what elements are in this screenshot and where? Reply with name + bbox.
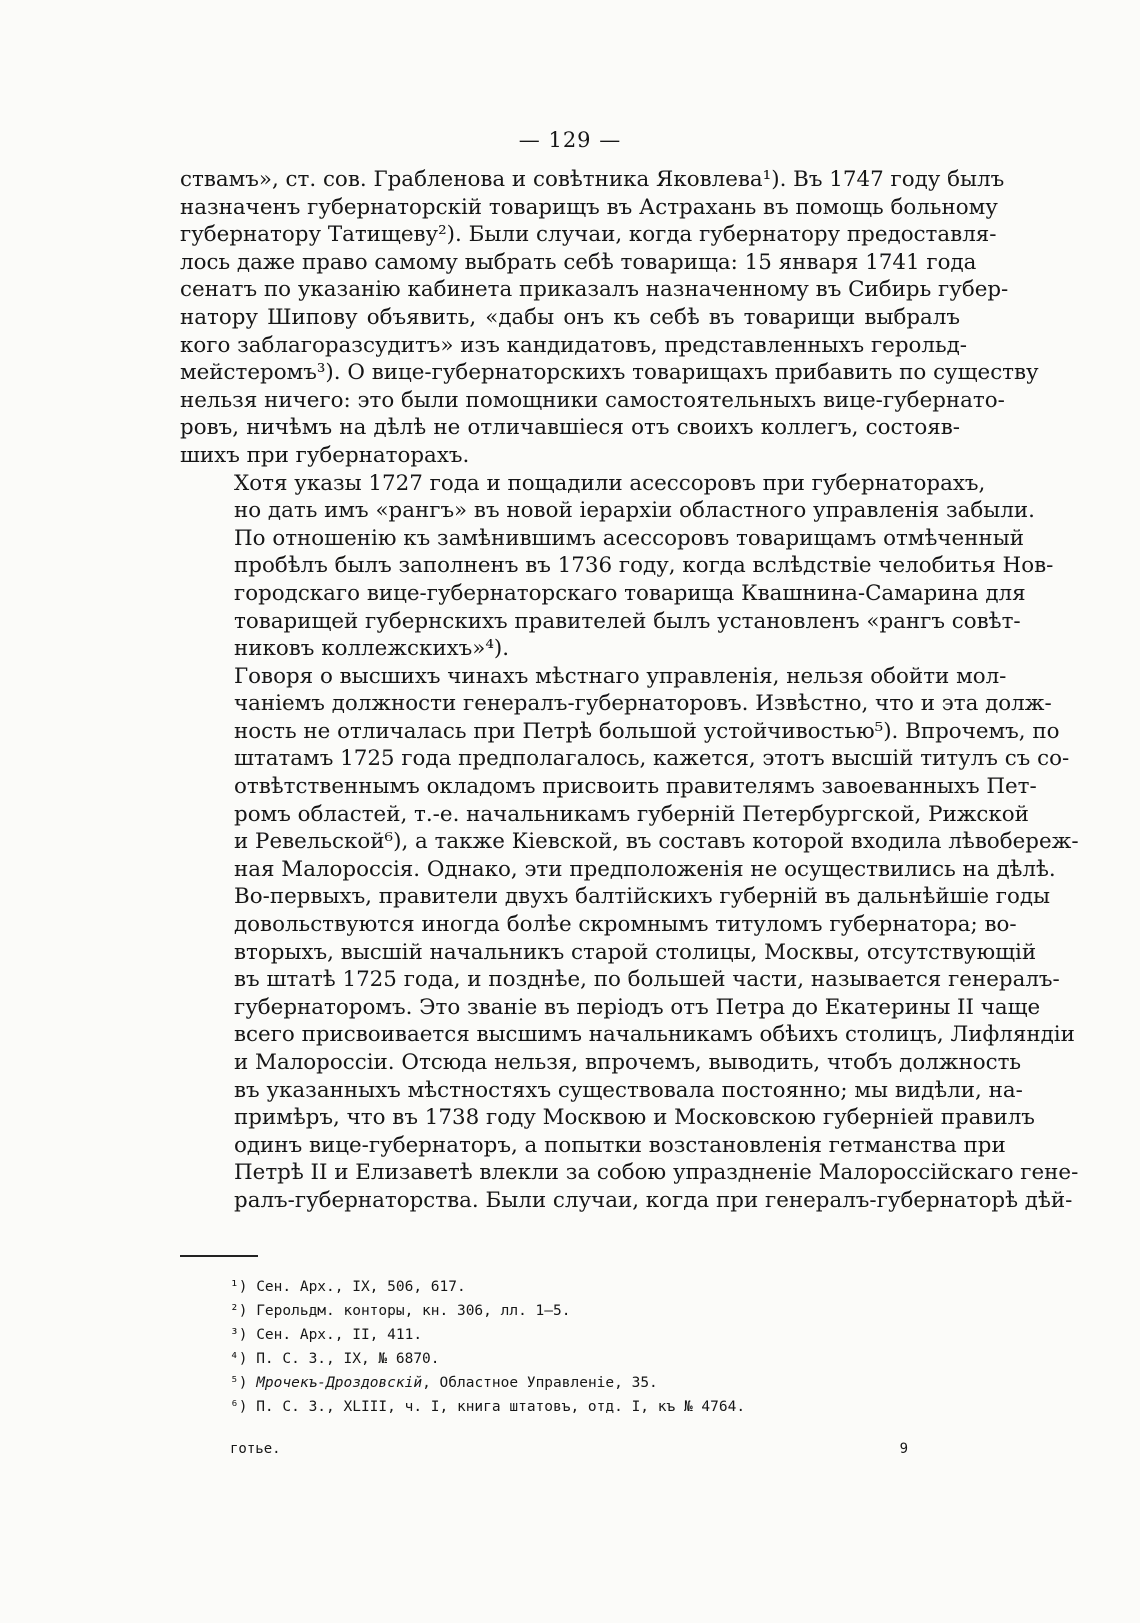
text-line: отвѣтственнымъ окладомъ присвоить правителямъ завоеванныхъ Пет- bbox=[234, 774, 1037, 800]
text-line: въ штатѣ 1725 года, и позднѣе, по большей части, называется генералъ- bbox=[234, 967, 1060, 993]
footnotes bbox=[180, 1275, 960, 1419]
text-line: ралъ-губернаторства. Были случаи, когда при генералъ-губернаторѣ дѣй- bbox=[234, 1187, 1073, 1213]
text-line: Хотя указы 1727 года и пощадили асессоровъ при губернаторахъ, bbox=[234, 470, 986, 496]
text-line: Говоря о высшихъ чинахъ мѣстнаго управленія, нельзя обойти мол- bbox=[234, 663, 1007, 689]
text-line: и Ревельской⁶), а также Кіевской, въ составъ которой входила лѣвобереж- bbox=[234, 829, 1079, 855]
text-line: одинъ вице-губернаторъ, а попытки возстановленія гетманства при bbox=[234, 1132, 1006, 1158]
text-line: товарищей губернскихъ правителей былъ установленъ «рангъ совѣт- bbox=[234, 608, 1021, 634]
paragraph bbox=[180, 663, 1079, 1215]
text-line: губернатору Татищеву²). Были случаи, когда губернатору предоставля- bbox=[180, 222, 997, 248]
footnote-text: ) П. С. З., IX, № 6870. bbox=[238, 1350, 440, 1367]
body-text bbox=[180, 166, 1079, 1215]
text-line: натору Шипову объявить, «дабы онъ къ себѣ въ товарищи выбралъ bbox=[180, 304, 960, 330]
text-line: ромъ областей, т.-е. начальникамъ губерній Петербургской, Рижской bbox=[234, 801, 1029, 827]
footnote-mark: ² bbox=[230, 1302, 239, 1319]
footnote-mark: ⁴ bbox=[230, 1350, 239, 1367]
text-line: нельзя ничего: это были помощники самостоятельныхъ вице-губернато- bbox=[180, 387, 1005, 413]
signature-line bbox=[180, 1441, 960, 1457]
footnote bbox=[230, 1299, 960, 1323]
text-line: чаніемъ должности генералъ-губернаторовъ. Извѣстно, что и эта долж- bbox=[234, 691, 1052, 717]
text-line: ровъ, ничѣмъ на дѣлѣ не отличавшіеся отъ своихъ коллегъ, состояв- bbox=[180, 415, 960, 441]
signature-mark: готье. bbox=[230, 1440, 281, 1457]
text-line: вторыхъ, высшій начальникъ старой столицы, Москвы, отсутствующій bbox=[234, 939, 1037, 965]
text-line: Петрѣ II и Елизаветѣ влекли за собою упраздненіе Малороссійскаго гене- bbox=[234, 1160, 1079, 1186]
text-line: Во-первыхъ, правители двухъ балтійскихъ губерній въ дальнѣйшіе годы bbox=[234, 884, 1051, 910]
text-line: кого заблагоразсудитъ» изъ кандидатовъ, представленныхъ герольд- bbox=[180, 332, 968, 358]
text-line: примѣръ, что въ 1738 году Москвою и Московскою губерніей правилъ bbox=[234, 1105, 1035, 1131]
footnote-mark: ⁶ bbox=[230, 1398, 239, 1415]
footnote-text: ) Герольдм. конторы, кн. 306, лл. 1—5. bbox=[238, 1302, 571, 1319]
text-line: шихъ при губернаторахъ. bbox=[180, 442, 470, 468]
text-line: довольствуются иногда болѣе скромнымъ титуломъ губернатора; во- bbox=[234, 912, 1017, 938]
text-line: назначенъ губернаторскій товарищъ въ Астрахань въ помощь больному bbox=[180, 194, 998, 220]
footnote bbox=[230, 1395, 960, 1419]
text-line: сенатъ по указанію кабинета приказалъ назначенному въ Сибирь губер- bbox=[180, 277, 1009, 303]
footnote-text: ) Сен. Арх., II, 411. bbox=[238, 1326, 423, 1343]
sheet-number: 9 bbox=[899, 1440, 908, 1457]
text-line: штатамъ 1725 года предполагалось, кажется, этотъ высшій титулъ съ со- bbox=[234, 746, 1070, 772]
text-line: губернаторомъ. Это званіе въ періодъ отъ Петра до Екатерины II чаще bbox=[234, 994, 1041, 1020]
paragraph bbox=[180, 470, 1054, 663]
paragraph bbox=[180, 166, 1039, 470]
footnote bbox=[230, 1347, 960, 1371]
text-line: но дать имъ «рангъ» въ новой іерархіи областного управленія забыли. bbox=[234, 498, 1035, 524]
footnote-separator bbox=[180, 1255, 258, 1257]
text-line: мейстеромъ³). О вице-губернаторскихъ товарищахъ прибавить по существу bbox=[180, 360, 1039, 386]
footnote-author: Мрочекъ-Дроздовскій bbox=[256, 1374, 423, 1391]
footnote bbox=[230, 1323, 960, 1347]
footnote-mark: ¹ bbox=[230, 1278, 239, 1295]
text-line: По отношенію къ замѣнившимъ асессоровъ товарищамъ отмѣченный bbox=[234, 525, 1024, 551]
footnote-text: ) Сен. Арх., IX, 506, 617. bbox=[238, 1278, 466, 1295]
document-page bbox=[180, 128, 1079, 1568]
text-line: и Малороссіи. Отсюда нельзя, впрочемъ, выводить, чтобъ должность bbox=[234, 1050, 1022, 1075]
footnote-rest: , Областное Управленіе, 35. bbox=[422, 1374, 658, 1391]
text-line: городскаго вице-губернаторскаго товарища Квашнина-Самарина для bbox=[234, 580, 1026, 606]
footnote bbox=[230, 1275, 960, 1299]
page-number: — 129 — bbox=[518, 128, 622, 152]
footnote bbox=[230, 1371, 960, 1395]
text-line: лось даже право самому выбрать себѣ товарища: 15 января 1741 года bbox=[180, 249, 977, 275]
text-line: пробѣлъ былъ заполненъ въ 1736 году, когда вслѣдствіе челобитья Нов- bbox=[234, 553, 1054, 579]
text-line: никовъ коллежскихъ»⁴). bbox=[234, 636, 510, 662]
footnote-text: ) bbox=[238, 1374, 257, 1391]
footnote-mark: ³ bbox=[230, 1326, 239, 1343]
text-line: въ указанныхъ мѣстностяхъ существовала постоянно; мы видѣли, на- bbox=[234, 1077, 1023, 1103]
text-line: всего присвоивается высшимъ начальникамъ обѣихъ столицъ, Лифляндіи bbox=[234, 1022, 1075, 1048]
footnote-text: ) П. С. З., XLIII, ч. I, книга штатовъ, отд. I, къ № 4764. bbox=[238, 1398, 746, 1415]
footnote-mark: ⁵ bbox=[230, 1374, 239, 1391]
text-line: ность не отличалась при Петрѣ большой устойчивостью⁵). Впрочемъ, по bbox=[234, 718, 1060, 744]
text-line: ная Малороссія. Однако, эти предположенія не осуществились на дѣлѣ. bbox=[234, 856, 1056, 882]
text-line: ствамъ», ст. сов. Грабленова и совѣтника Яковлева¹). Въ 1747 году былъ bbox=[180, 167, 1005, 192]
